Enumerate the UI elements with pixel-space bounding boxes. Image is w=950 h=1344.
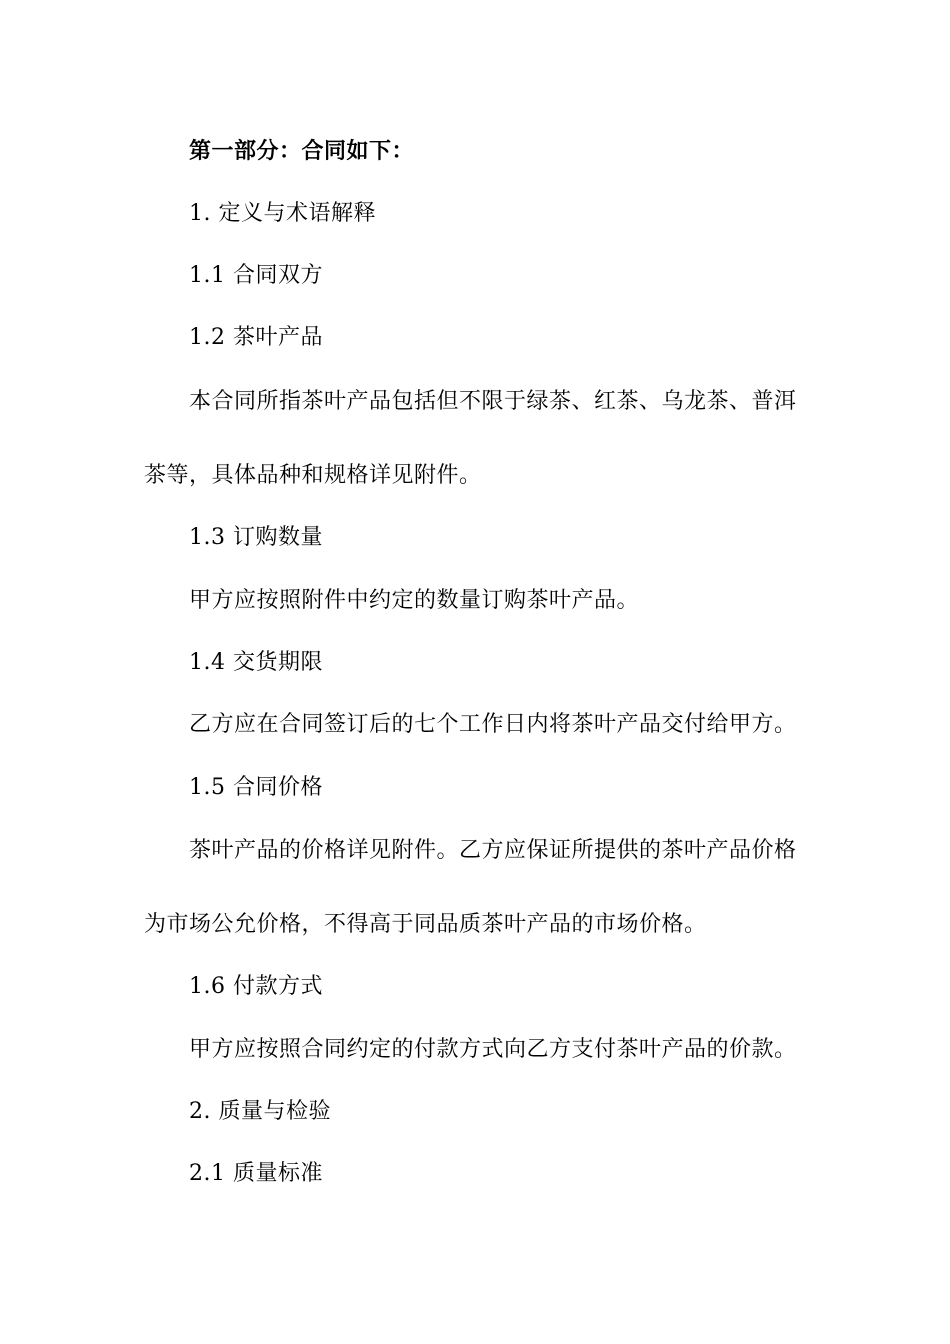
paragraph-1-5-line-2: 为市场公允价格，不得高于同品质茶叶产品的市场价格。 (144, 912, 707, 937)
paragraph-1-5-line-1: 茶叶产品的价格详见附件。乙方应保证所提供的茶叶产品价格 (189, 838, 797, 863)
paragraph-1-2-line-2: 茶等，具体品种和规格详见附件。 (144, 463, 482, 488)
paragraph-1-2-line-1: 本合同所指茶叶产品包括但不限于绿茶、红茶、乌龙茶、普洱 (189, 389, 797, 414)
part-heading: 第一部分：合同如下： (189, 139, 415, 164)
paragraph-1-4: 乙方应在合同签订后的七个工作日内将茶叶产品交付给甲方。 (189, 712, 797, 737)
section-1-1-heading: 1.1 合同双方 (189, 263, 323, 288)
section-2-heading: 2. 质量与检验 (189, 1099, 331, 1124)
paragraph-1-3: 甲方应按照附件中约定的数量订购茶叶产品。 (189, 588, 640, 613)
section-1-5-heading: 1.5 合同价格 (189, 775, 323, 800)
section-1-4-heading: 1.4 交货期限 (189, 650, 323, 675)
section-1-6-heading: 1.6 付款方式 (189, 974, 323, 999)
paragraph-1-6: 甲方应按照合同约定的付款方式向乙方支付茶叶产品的价款。 (189, 1037, 797, 1062)
section-1-3-heading: 1.3 订购数量 (189, 525, 323, 550)
section-2-1-heading: 2.1 质量标准 (189, 1161, 323, 1186)
section-1-heading: 1. 定义与术语解释 (189, 201, 376, 226)
section-1-2-heading: 1.2 茶叶产品 (189, 325, 323, 350)
